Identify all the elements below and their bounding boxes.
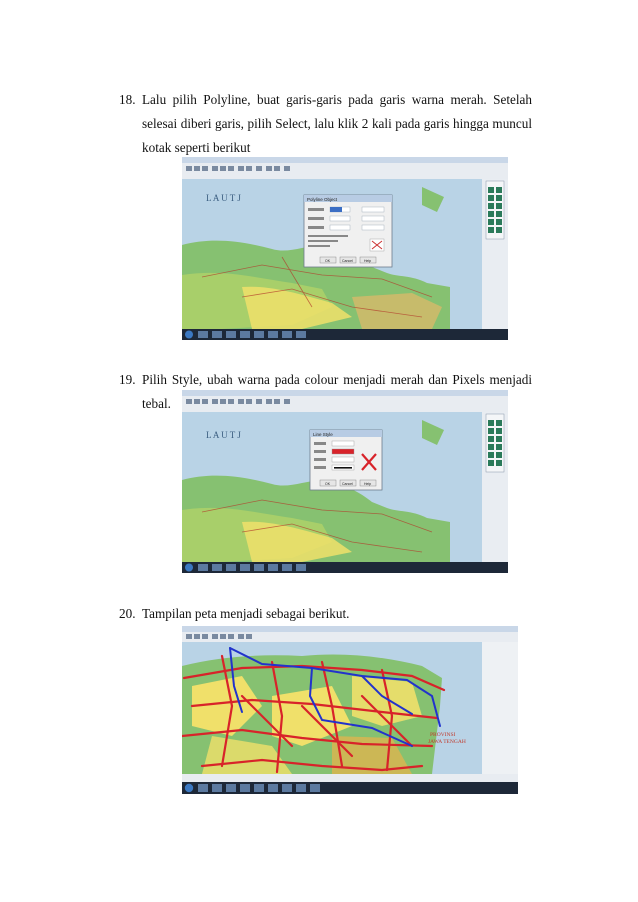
svg-text:Cancel: Cancel: [342, 481, 353, 486]
dialog-title: Polyline Object: [307, 197, 338, 202]
svg-text:OK: OK: [325, 481, 331, 486]
step-text: Lalu pilih Polyline, buat garis-garis pada garis warna merah. Setelah selesai diberi garis, pilih Select, lalu klik 2 kali pada garis hingga muncul kotak seperti berikut: [142, 92, 532, 155]
province-label: JAWA TENGAH: [428, 739, 466, 745]
step-number: 18.: [119, 92, 136, 107]
svg-text:OK: OK: [325, 258, 331, 263]
svg-text:Cancel: Cancel: [342, 258, 353, 263]
screenshot-line-style-dialog: [182, 390, 508, 573]
screenshot-final-map: [182, 626, 518, 794]
line-style-dialog[interactable]: [310, 430, 382, 490]
svg-text:Help: Help: [364, 258, 372, 263]
map-sea-label: L A U T J: [206, 193, 241, 203]
step-20: [119, 602, 532, 626]
svg-text:Help: Help: [364, 481, 372, 486]
step-number: 19.: [119, 372, 136, 387]
province-label: PROVINSI: [430, 732, 456, 738]
dialog-title: Line Style: [313, 432, 333, 437]
step-text: Pilih Style, ubah warna pada colour menjadi merah dan Pixels menjadi tebal.: [142, 372, 532, 411]
step-18: [119, 88, 532, 160]
step-number: 20.: [119, 606, 136, 621]
step-text: Tampilan peta menjadi sebagai berikut.: [142, 606, 350, 621]
polyline-object-dialog[interactable]: [304, 195, 392, 267]
screenshot-polyline-dialog: [182, 157, 508, 340]
map-sea-label: L A U T J: [206, 430, 241, 440]
